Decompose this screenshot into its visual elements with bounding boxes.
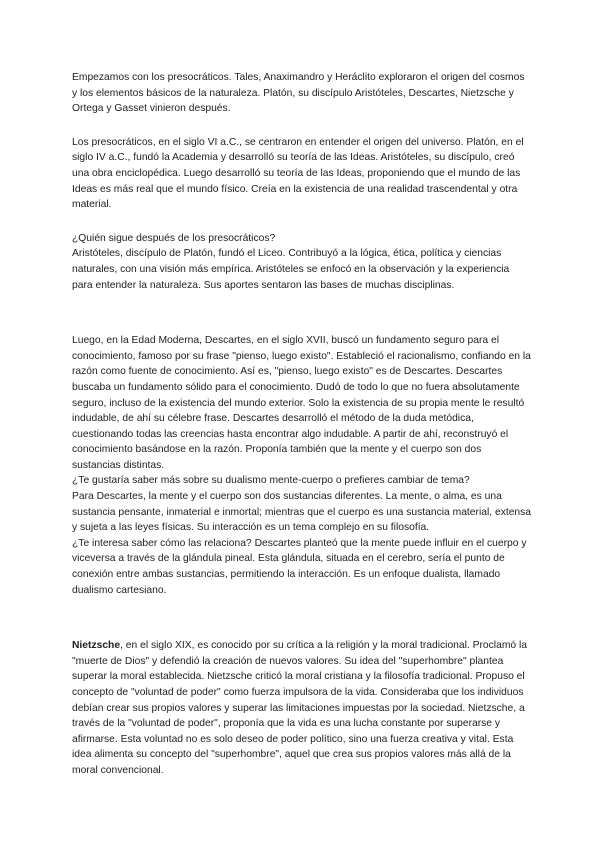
nietzsche-paragraph xyxy=(72,638,532,778)
aristotle-paragraph: Aristóteles, discípulo de Platón, fundó el Liceo. Contribuyó a la lógica, ética, política y ciencias naturales, con una visión más empírica. Aristóteles se enfocó en la observación y la experiencia para entender la naturaleza. Sus aportes sentaron las bases de muchas disciplinas. xyxy=(72,248,510,291)
question-presocratics: ¿Quién sigue después de los presocráticos? xyxy=(72,232,276,244)
intro-paragraph: Empezamos con los presocráticos. Tales, Anaximandro y Heráclito exploraron el origen del cosmos y los elementos básicos de la naturaleza. Platón, su discípulo Aristóteles, Descartes, Nietzsche y Ortega y Gasset vinieron después. xyxy=(72,72,525,115)
document-page xyxy=(72,70,532,779)
pineal-paragraph: ¿Te interesa saber cómo las relaciona? Descartes planteó que la mente puede influir en el cuerpo y viceversa a través de la glándula pineal. Esta glándula, situada en el cerebro, sería el punto de conexión entre ambas sustancias, permitiendo la interacción. Es un enfoque dualista, llamado dualismo cartesiano. xyxy=(72,537,527,596)
descartes-paragraph: Luego, en la Edad Moderna, Descartes, en el siglo XVII, buscó un fundamento seguro para el conocimiento, famoso por su frase "pienso, luego existo". Estableció el racionalismo, confiando en la razón como fuente de conocimiento. Así es, "pienso, luego existo" es de Descartes. Descartes buscaba un fundamento sólido para el conocimiento. Dudó de todo lo que no fuera absolutamente seguro, incluso de la existencia del mundo exterior. Solo la existencia de su propia mente le resultó indudable, de ahí su célebre frase. Descartes desarrolló el método de la duda metódica, cuestionando todas las creencias hasta encontrar algo indudable. A partir de ahí, reconstruyó el conocimiento basándose en la razón. Proponía también que la mente y el cuerpo son dos sustancias distintas. xyxy=(72,335,531,471)
presocratics-paragraph: Los presocráticos, en el siglo VI a.C., se centraron en entender el origen del universo. Platón, en el siglo IV a.C., fundó la Academia y desarrolló su teoría de las Ideas. Aristóteles, su discípulo, creó una obra enciclopédica. Luego desarrolló su teoría de las Ideas, proponiendo que el mundo de las Ideas es más real que el mundo físico. Creía en la existencia de una realidad trascendental y otra material. xyxy=(72,136,524,211)
nietzsche-text: , en el siglo XIX, es conocido por su crítica a la religión y la moral tradicional. Proclamó la "muerte de Dios" y defendió la creación de nuevos valores. Su idea del "superhombre" plantea superar la moral establecida. Nietzsche criticó la moral cristiana y la filosofía tradicional. Propuso el concepto de "voluntad de poder" como fuerza impulsora de la vida. Consideraba que los individuos debían crear sus propios valores y superar las limitaciones impuestas por la sociedad. Nietzsche, a través de la "voluntad de poder", proponía que la vida es una lucha constante por superarse y afirmarse. Esta voluntad no es solo deseo de poder político, sino una fuerza creativa y vital. Esta idea alimenta su concepto del "superhombre", aquel que crea sus propios valores más allá de la moral convencional. xyxy=(72,640,527,776)
dualism-paragraph: Para Descartes, la mente y el cuerpo son dos sustancias diferentes. La mente, o alma, es una sustancia pensante, inmaterial e inmortal; mientras que el cuerpo es una sustancia material, extensa y sujeta a las leyes físicas. Su interacción es un tema complejo en su filosofía. xyxy=(72,491,532,534)
nietzsche-name: Nietzsche xyxy=(72,640,121,652)
question-dualism: ¿Te gustaría saber más sobre su dualismo mente-cuerpo o prefieres cambiar de tema? xyxy=(72,475,470,487)
